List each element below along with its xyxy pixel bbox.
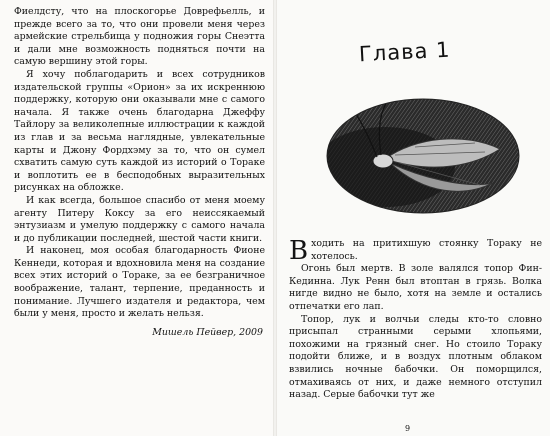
left-paragraph-1: Фиелдсту, что на плоскогорье Доврефьелль, и прежде всего за то, что они провели меня через армейские стрельбища у подножия горы Снеэтта и дали мне возможность подняться почти на самую вершину этой горы.: [14, 6, 265, 68]
right-page: [275, 0, 550, 436]
page-number: 9: [405, 424, 411, 433]
book-gutter: [273, 0, 277, 436]
chapter-title: Глава 1: [358, 37, 451, 67]
left-paragraph-2: Я хочу поблагодарить и всех сотрудников издательской группы «Орион» за их искреннюю поддержку, которую они оказывали мне с самого начала. Я также очень благодарна Джеффу Тайлору за великолепные иллюстрации к каждой из глав и за весьма наглядные, увлекательные карты и Джону Фордхэму за то, что он сумел схватить самую суть каждой из историй о Тораке и воплотить ее в бесподобных выразительных рисунках на обложке.: [14, 68, 265, 194]
chapter-paragraph-2: Огонь был мертв. В золе валялся топор Фин-Кединна. Лук Ренн был втоптан в грязь. Волка нигде видно не было, хотя на земле и остались отпечатки его лап.: [289, 263, 542, 312]
author-signature: Мишель Пейвер, 2009: [152, 326, 263, 338]
chapter-paragraph-3: Топор, лук и волчьи следы кто-то словно присыпал странными серыми хлопьями, похожими на грязный снег. Но стоило Тораку подойти ближе, и в воздух плотным облаком взвились ночные бабочки. Он поморщился, отмахиваясь от них, и даже немного отступил назад. Серые бабочки тут же: [289, 313, 542, 401]
chapter-paragraph-1: [289, 236, 542, 266]
drop-cap: В: [289, 236, 309, 266]
left-paragraph-4: И наконец, моя особая благодарность Фионе Кеннеди, которая и вдохновила меня на создание всех этих историй о Тораке, за ее безграничное воображение, талант, терпение, преданность и понимание. Лучшего издателя и редактора, чем были у меня, просто и желать нельзя.: [14, 245, 265, 320]
left-paragraph-3: И как всегда, большое спасибо от меня моему агенту Питеру Коксу за его неиссякаемый энтузиазм и умелую поддержку с самого начала и до публикации последней, шестой части книги.: [14, 194, 265, 244]
moth-illustration: [325, 97, 521, 215]
chapter-text: [289, 238, 542, 402]
chapter-paragraph-1-text: ходить на притихшую стоянку Тораку не хотелось.: [311, 238, 542, 262]
